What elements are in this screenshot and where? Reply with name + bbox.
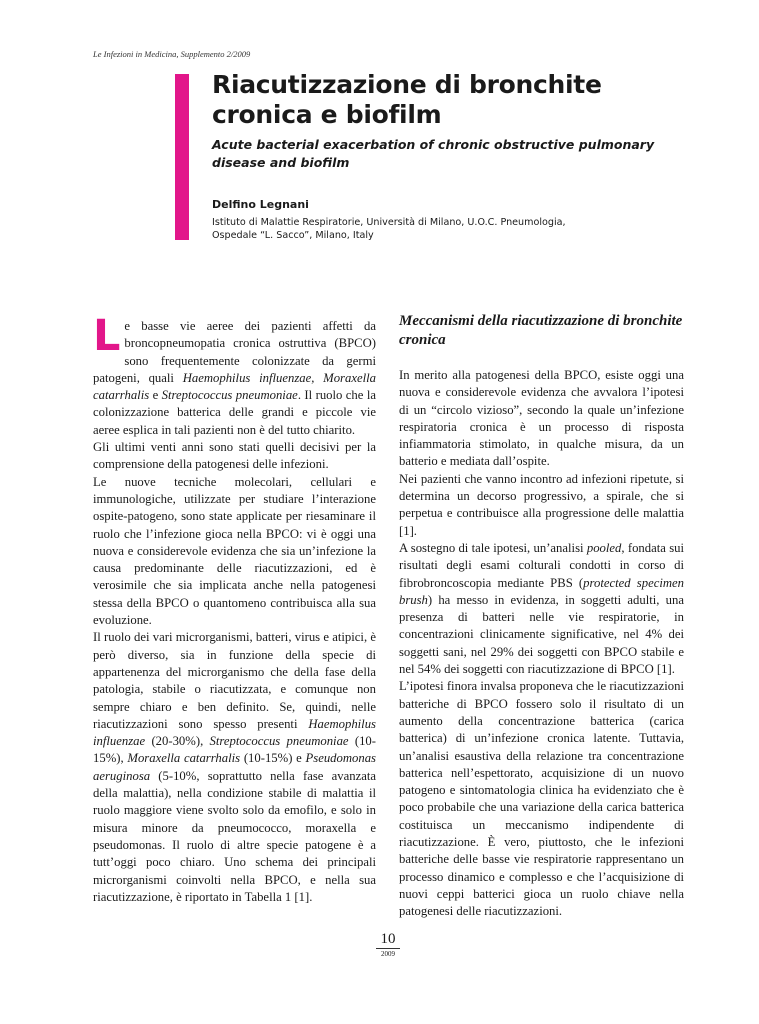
paragraph-4: [93, 629, 376, 906]
paragraph-5: In merito alla patogenesi della BPCO, esiste oggi una nuova e considerevole evidenza che avvalora l’ipotesi di un “circolo vizioso”, secondo la quale un’infezione respiratoria cronica è un processo di risposta infiammatoria stimolato, in qualche misura, da un batterio e mediata dall’ospite.: [399, 368, 684, 469]
text-span: Il ruolo dei vari microrganismi, batteri, virus e atipici, è però diverso, sia in funzione della specie di appartenenza del microrganismo che della fase della patologia, stabile o riacutizzata, e comunque non sempre chiaro e ben definito. Se, quindi, nelle riacutizzazioni sono spesso presenti: [93, 630, 376, 731]
italic-term: protected specimen brush: [399, 575, 685, 607]
article-title: Riacutizzazione di bronchite cronica e biofilm: [212, 70, 602, 129]
affiliation-line-1: Istituto di Malattie Respiratorie, Università di Milano, U.O.C. Pneumologia,: [212, 217, 566, 228]
article-subtitle: Acute bacterial exacerbation of chronic obstructive pulmonary disease and biofilm: [212, 137, 655, 170]
species-name: Streptococcus pneumoniae: [161, 388, 298, 403]
text-span: (10-15%),: [93, 734, 376, 766]
text-span: e basse vie aeree dei pazienti affetti da broncopneumopatia cronica ostruttiva (BPCO) sono frequentemente colonizzate da germi patogeni, quali: [93, 319, 376, 385]
species-name: Streptococcus pneumoniae: [209, 734, 349, 749]
page-year: 2009: [381, 950, 395, 958]
text-span: ) ha messo in evidenza, in soggetti adulti, una presenza di batteri nelle vie respiratorie, in concentrazioni clinicamente significative, nel 4% dei soggetti sani, nel 29% dei soggetti con BPCO stabile e nel 54% dei soggetti con riacutizzazione di BPCO [1].: [399, 592, 684, 677]
author-affiliation: [212, 217, 692, 242]
species-name: Haemophilus influenzae, Moraxella catarrhalis: [93, 370, 376, 403]
paragraph-6: Nei pazienti che vanno incontro ad infezioni ripetute, si determina un decorso progressivo, a spirale, che si perpetua e contribuisce alla progressione delle malattia [1].: [399, 471, 684, 538]
paragraph-8: L’ipotesi finora invalsa proponeva che le riacutizzazioni batteriche di BPCO fossero solo il risultato di un aumento della concentrazione batterica (carica batterica) di un’infezione cronica latente. Tuttavia, un’analisi esaustiva della relazione tra concentrazione batterica nell’espettorato, acquisizione di un nuovo patogeno e sintomatologia clinica ha evidenziato che è poco probabile che una variazione della carica batterica costituisca un meccanismo indipendente di riacutizzazione. È vero, piuttosto, che le infezioni batteriche delle basse vie respiratorie rappresentano un processo dinamico e complesso e che l’acquisizione di nuovi ceppi batterici gioca un ruolo chiave nella patogenesi delle riacutizzazioni.: [399, 679, 684, 919]
text-span: e: [149, 388, 162, 403]
text-span: A sostegno di tale ipotesi, un’analisi: [399, 540, 587, 555]
page-number-block: [373, 932, 403, 958]
author-name: Delfino Legnani: [212, 198, 309, 211]
left-column: [93, 311, 376, 906]
affiliation-line-2: Ospedale “L. Sacco”, Milano, Italy: [212, 229, 374, 241]
species-name: Moraxella catarrhalis: [127, 751, 241, 766]
italic-term: pooled: [586, 540, 622, 555]
text-span: (10-15%) e: [240, 751, 306, 766]
paragraph-3: Le nuove tecniche molecolari, cellulari e immunologiche, utilizzate per studiare l’interazione ospite-patogeno, sono state applicate per riesaminare il ruolo che l’infezione gioca nella BPCO: vi è oggi una nuova e considerevole evidenza che sia un’infezione la causa predominante delle riacutizzazioni, ed è verosimile che sia implicata anche nella patogenesi stessa della BPCO o quantomeno contribuisca alla sua evoluzione.: [93, 474, 376, 628]
accent-bar: [175, 74, 189, 240]
species-name: Haemophilus influenzae: [93, 716, 376, 749]
text-span: (20-30%),: [145, 734, 210, 749]
drop-cap: L: [93, 311, 121, 361]
paragraph-1: [93, 311, 376, 439]
text-span: (5-10%, soprattutto nella fase avanzata della malattia), nella condizione stabile di malattia il ruolo maggiore viene svolto solo da emofilo, e solo in misura minore da pneumococco, moraxella e pseudomonas. Il ruolo di altre specie patogene è a tutt’oggi poco chiaro. Uno schema dei principali microrganismi coinvolti nella BPCO, e nella sua riacutizzazione, è riportato in Tabella 1 [1].: [93, 768, 376, 904]
page-number-rule: [376, 948, 400, 949]
text-span: , fondata sui risultati degli esami colturali condotti in corso di fibrobroncoscopia mediante PBS (: [399, 540, 684, 590]
text-span: . Il ruolo che la colonizzazione batterica delle grandi e piccole vie aeree esplica in tali pazienti non è del tutto chiarito.: [93, 388, 376, 437]
page-number: 10: [380, 931, 396, 947]
species-name: Pseudomonas aeruginosa: [93, 751, 376, 783]
paragraph-2: Gli ultimi venti anni sono stati quelli decisivi per la comprensione della patogenesi delle infezioni.: [93, 440, 376, 472]
right-column: [399, 312, 684, 921]
journal-header: Le Infezioni in Medicina, Supplemento 2/2009: [93, 49, 251, 59]
paragraph-7: [399, 540, 684, 678]
section-heading: Meccanismi della riacutizzazione di bronchite cronica: [399, 313, 683, 348]
